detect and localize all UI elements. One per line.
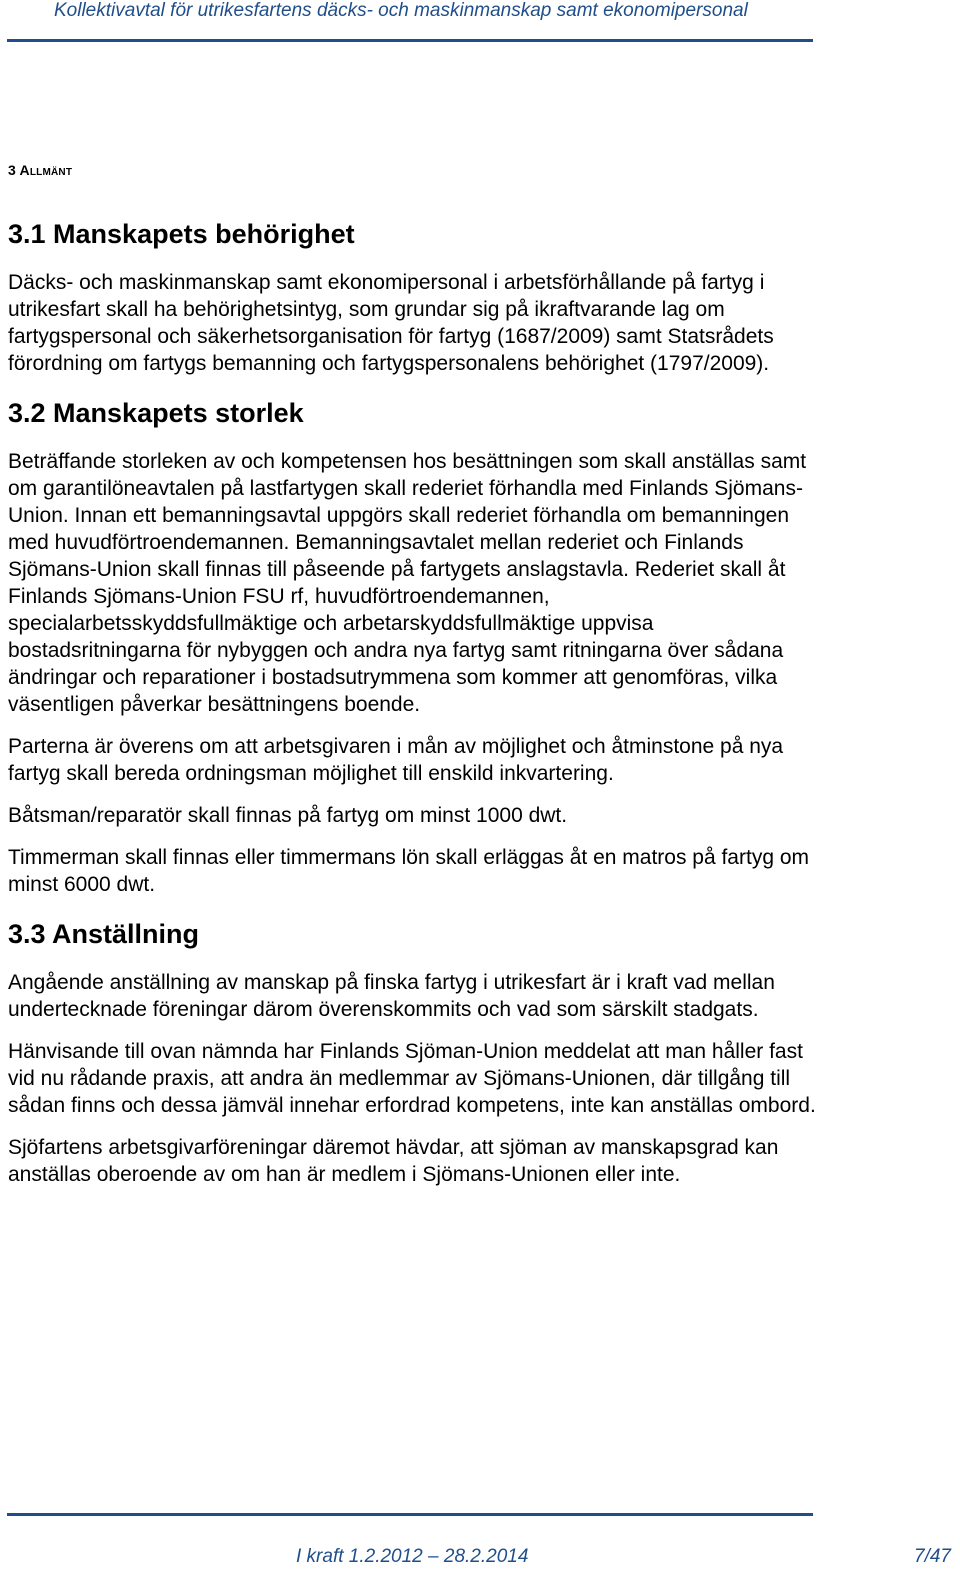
running-header: Kollektivavtal för utrikesfartens däcks- och maskinmanskap samt ekonomipersonal (54, 0, 748, 21)
document-body (8, 214, 818, 1188)
paragraph-3-2-2: Parterna är överens om att arbetsgivaren i mån av möjlighet och åtminstone på nya fartyg skall bereda ordningsman möjlighet till enskild inkvartering. (8, 735, 784, 785)
paragraph-3-3-3: Sjöfartens arbetsgivarföreningar däremot hävdar, att sjöman av manskapsgrad kan anställas oberoende av om han är medlem i Sjömans-Unionen eller inte. (8, 1136, 779, 1186)
paragraph-3-3-1: Angående anställning av manskap på finska fartyg i utrikesfart är i kraft vad mellan undertecknade föreningar därom överenskommits och vad som särskilt stadgats. (8, 971, 775, 1021)
paragraph-3-2-1: Beträffande storleken av och kompetensen hos besättningen som skall anställas samt om garantilöneavtalen på lastfartygen skall rederiet förhandla med Finlands Sjömans-Union. Innan ett bemanningsavtal uppgörs skall rederiet förhandla om bemanningen med huvudförtroendemannen. Bemanningsavtalet mellan rederiet och Finlands Sjömans-Union skall finnas till påseende på fartygets anslagstavla. Rederiet skall åt Finlands Sjömans-Union FSU rf, huvudförtroendemannen, specialarbetsskyddsfullmäktige och arbetarskyddsfullmäktige uppvisa bostadsritningarna för nybyggen och andra nya fartyg samt ritningarna över sådana ändringar och reparationer i bostadsutrymmena som kommer att genomföras, vilka väsentligen påverkar besättningens boende. (8, 450, 807, 716)
footer-validity: I kraft 1.2.2012 – 28.2.2014 (296, 1546, 529, 1567)
paragraph-3-3-2: Hänvisande till ovan nämnda har Finlands Sjöman-Union meddelat att man håller fast vid nu rådande praxis, att andra än medlemmar av Sjömans-Unionen, där tillgång till sådan finns och dessa jämväl innehar erfordrad kompetens, inte kan anställas ombord. (8, 1040, 816, 1117)
footer-rule (7, 1513, 813, 1516)
section-heading-3-1: 3.1 Manskapets behörighet (8, 219, 355, 249)
paragraph-3-2-4: Timmerman skall finnas eller timmermans lön skall erläggas åt en matros på fartyg om minst 6000 dwt. (8, 846, 810, 896)
section-heading-3-2: 3.2 Manskapets storlek (8, 398, 304, 428)
section-heading-3-3: 3.3 Anställning (8, 919, 200, 949)
page-number: 7/47 (914, 1546, 951, 1567)
header-rule (7, 39, 813, 42)
chapter-heading: 3 Allmänt (8, 162, 73, 178)
paragraph-3-2-3: Båtsman/reparatör skall finnas på fartyg om minst 1000 dwt. (8, 804, 568, 827)
paragraph-3-1-1: Däcks- och maskinmanskap samt ekonomipersonal i arbetsförhållande på fartyg i utrikesfart skall ha behörighetsintyg, som grundar sig på ikraftvarande lag om fartygspersonal och säkerhetsorganisation för fartyg (1687/2009) samt Statsrådets förordning om fartygs bemanning och fartygspersonalens behörighet (1797/2009). (8, 271, 774, 375)
